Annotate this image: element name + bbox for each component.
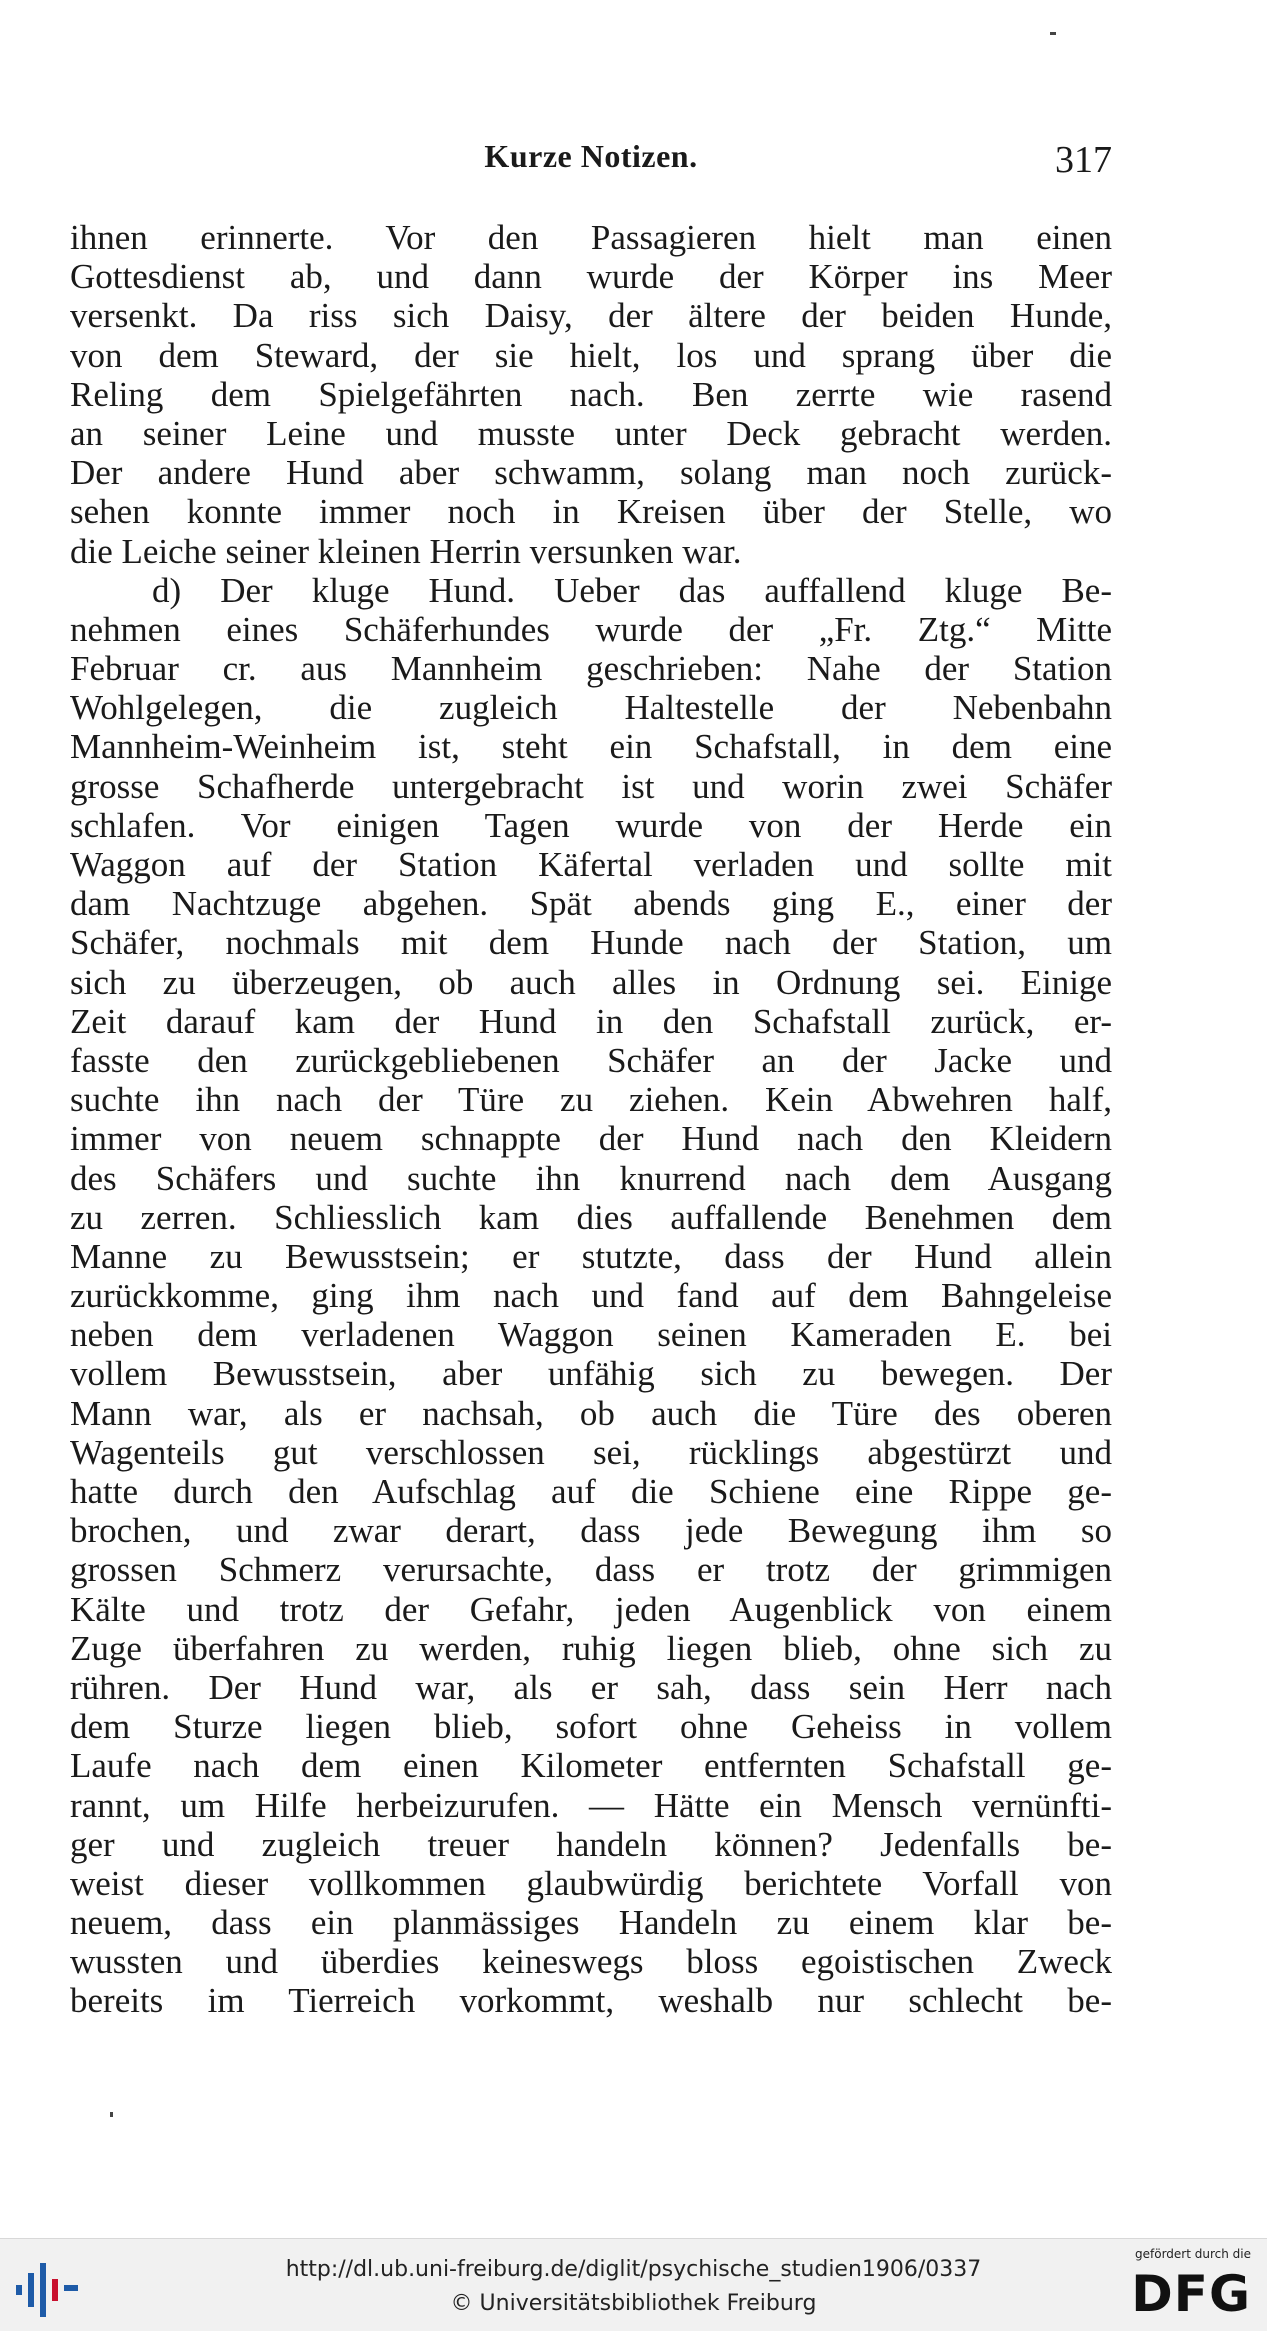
text-line: rühren. Der Hund war, als er sah, dass sein Herr nach [70,1667,1112,1707]
text-line: Manne zu Bewusstsein; er stutzte, dass der Hund allein [70,1236,1112,1276]
running-head [70,138,1112,182]
text-line: immer von neuem schnappte der Hund nach den Kleidern [70,1119,1112,1159]
text-line: Reling dem Spielgefährten nach. Ben zerrte wie rasend [70,374,1112,414]
page-number: 317 [1055,139,1112,181]
viewer-footer [0,2238,1267,2331]
text-line: Zuge überfahren zu werden, ruhig liegen blieb, ohne sich zu [70,1628,1112,1668]
text-line: nehmen eines Schäferhundes wurde der „Fr. Ztg.“ Mitte [70,609,1112,649]
dfg-sponsor-logo [1121,2247,1251,2327]
text-line: wussten und überdies keineswegs bloss egoistischen Zweck [70,1942,1112,1982]
text-line: weist dieser vollkommen glaubwürdig berichtete Vorfall von [70,1863,1112,1903]
text-line: Mannheim-Weinheim ist, steht ein Schafstall, in dem eine [70,727,1112,767]
text-line: grosse Schafherde untergebracht ist und worin zwei Schäfer [70,766,1112,806]
permalink-url[interactable]: http://dl.ub.uni-freiburg.de/diglit/psychische_studien1906/0337 [285,2257,982,2282]
text-line: bereits im Tierreich vorkommt, weshalb nur schlecht be- [70,1981,1112,2021]
text-line: suchte ihn nach der Türe zu ziehen. Kein Abwehren half, [70,1080,1112,1120]
text-line: hatte durch den Aufschlag auf die Schiene eine Rippe ge- [70,1472,1112,1511]
text-line: neuem, dass ein planmässiges Handeln zu einem klar be- [70,1903,1112,1943]
text-line: d) Der kluge Hund. Ueber das auffallend kluge Be- [152,570,1112,610]
text-line: dam Nachtzuge abgehen. Spät abends ging E., einer der [70,884,1112,924]
text-line: versenkt. Da riss sich Daisy, der ältere der beiden Hunde, [70,296,1112,336]
text-line: dem Sturze liegen blieb, sofort ohne Geheiss in vollem [70,1707,1112,1747]
text-line: Zeit darauf kam der Hund in den Schafstall zurück, er- [70,1001,1112,1041]
text-line: Schäfer, nochmals mit dem Hunde nach der Station, um [70,923,1112,963]
running-title: Kurze Notizen. [484,138,698,174]
dfg-logo-text: DFG [1131,2265,1251,2323]
text-line: an seiner Leine und musste unter Deck gebracht werden. [70,413,1112,453]
text-line: Mann war, als er nachsah, ob auch die Türe des oberen [70,1393,1112,1433]
text-line: Laufe nach dem einen Kilometer entfernten Schafstall ge- [70,1746,1112,1786]
scan-speck [1050,32,1056,35]
text-line: Kälte und trotz der Gefahr, jeden Augenblick von einem [70,1589,1112,1629]
text-line: Der andere Hund aber schwamm, solang man noch zurück- [70,453,1112,493]
sponsor-caption: gefördert durch die [1135,2247,1251,2261]
text-line: von dem Steward, der sie hielt, los und sprang über die [70,335,1112,375]
text-line: fasste den zurückgebliebenen Schäfer an der Jacke und [70,1040,1112,1080]
text-line: die Leiche seiner kleinen Herrin versunken war. [70,531,742,571]
text-line: rannt, um Hilfe herbeizurufen. — Hätte ein Mensch vernünfti- [70,1785,1112,1825]
copyright-notice: © Universitätsbibliothek Freiburg [450,2291,817,2316]
text-line: Waggon auf der Station Käfertal verladen und sollte mit [70,845,1112,884]
text-line: vollem Bewusstsein, aber unfähig sich zu bewegen. Der [70,1354,1112,1394]
body-text [70,218,1112,2021]
text-line: des Schäfers und suchte ihn knurrend nach dem Ausgang [70,1158,1112,1198]
text-line: Februar cr. aus Mannheim geschrieben: Nahe der Station [70,649,1112,689]
text-line: ger und zugleich treuer handeln können? Jedenfalls be- [70,1824,1112,1864]
text-line: zu zerren. Schliesslich kam dies auffallende Benehmen dem [70,1197,1112,1237]
text-line: sehen konnte immer noch in Kreisen über der Stelle, wo [70,492,1112,532]
text-line: schlafen. Vor einigen Tagen wurde von der Herde ein [70,805,1112,845]
text-line: ihnen erinnerte. Vor den Passagieren hielt man einen [70,218,1112,257]
text-line: grossen Schmerz verursachte, dass er trotz der grimmigen [70,1550,1112,1590]
text-line: neben dem verladenen Waggon seinen Kameraden E. bei [70,1315,1112,1355]
text-line: zurückkomme, ging ihm nach und fand auf dem Bahngeleise [70,1276,1112,1316]
scan-speck [110,2112,113,2117]
text-line: brochen, und zwar derart, dass jede Bewegung ihm so [70,1511,1112,1551]
text-line: Wohlgelegen, die zugleich Haltestelle der Nebenbahn [70,688,1112,728]
text-line: Wagenteils gut verschlossen sei, rücklings abgestürzt und [70,1432,1112,1472]
text-line: sich zu überzeugen, ob auch alles in Ordnung sei. Einige [70,962,1112,1002]
text-line: Gottesdienst ab, und dann wurde der Körper ins Meer [70,257,1112,297]
